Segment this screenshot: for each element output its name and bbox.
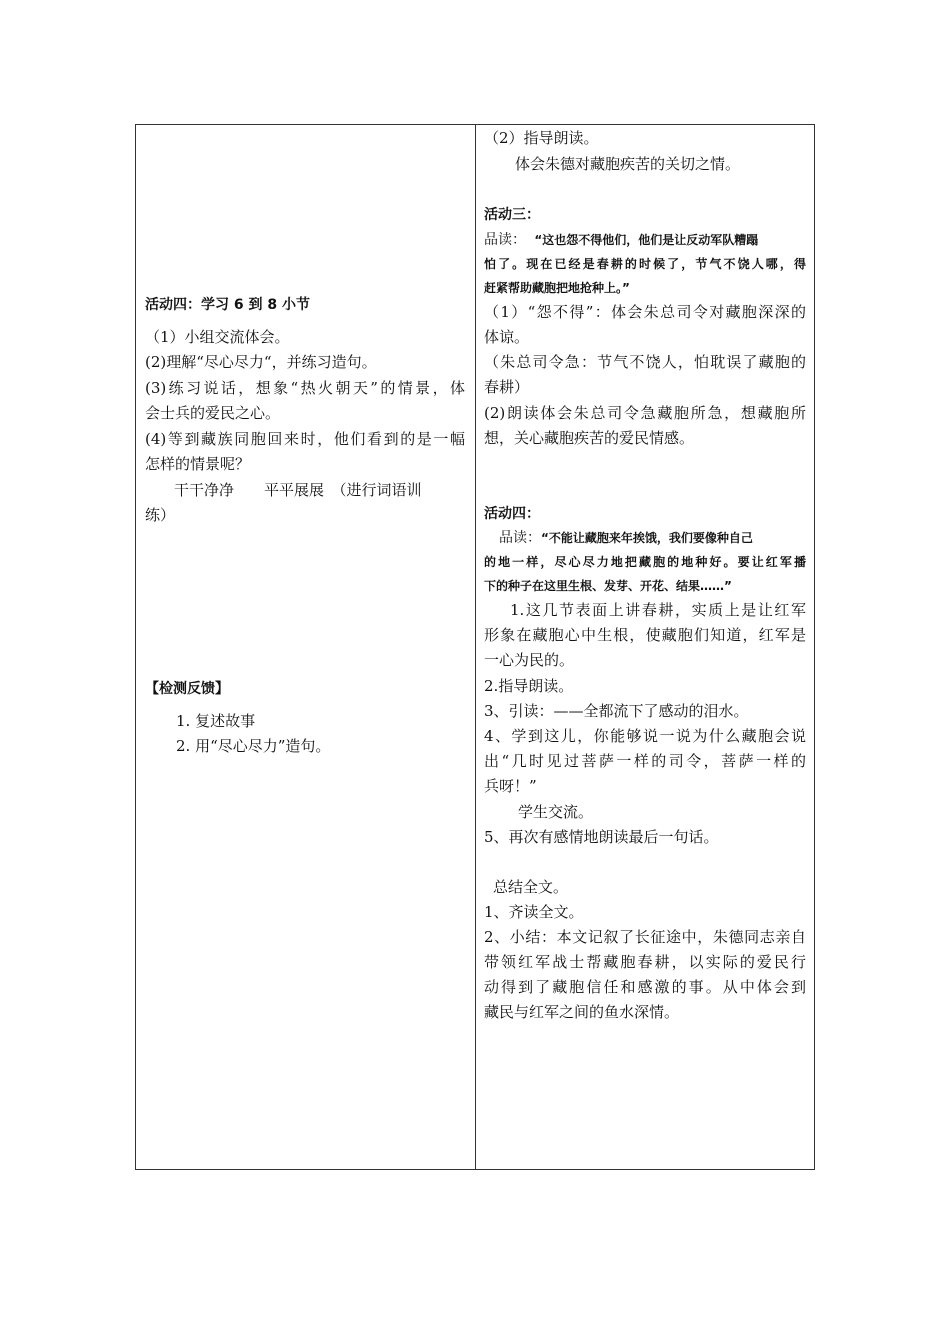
left-line: 练） [145,506,176,524]
right-top-line: 体会朱德对藏胞疾苦的关切之情。 [515,155,741,173]
activity4-line: 1.这几节表面上讲春耕，实质上是让红军 [510,601,806,619]
activity4-line: 5、再次有感情地朗读最后一句话。 [484,828,719,846]
summary-line: 动得到了藏胞信任和感激的事。从中体会到 [484,978,806,996]
activity3-read-lead: 品读： [484,232,526,248]
activity3-quote-start: “这也怨不得他们，他们是让反动军队糟蹋 [534,233,759,247]
activity3-quote-line: 赶紧帮助藏胞把地抢种上。” [484,281,630,295]
activity4-quote-start: “不能让藏胞来年挨饿，我们要像种自己 [541,531,753,545]
activity4-line: 3、引读：——全都流下了感动的泪水。 [484,702,749,720]
activity3-quote-line: 怕了。现在已经是春耕的时候了，节气不饶人哪，得 [484,257,806,271]
summary-line: 藏民与红军之间的鱼水深情。 [484,1003,680,1021]
summary-line: 2、小结：本文记叙了长征途中，朱德同志亲自 [484,928,806,946]
activity4-line: 出“几时见过菩萨一样的司令，菩萨一样的 [484,752,806,770]
activity4-line: 一心为民的。 [484,651,575,669]
activity3-line: (2)朗读体会朱总司令急藏胞所急，想藏胞所 [484,404,806,422]
activity4-line: 4、学到这儿，你能够说一说为什么藏胞会说 [484,727,806,745]
left-line: 会士兵的爱民之心。 [145,404,281,422]
feedback-item: 2. 用“尽心尽力”造句。 [176,737,331,755]
activity4-line: 学生交流。 [518,803,594,821]
activity4-line: 形象在藏胞心中生根，使藏胞们知道，红军是 [484,626,806,644]
activity3-line: 想，关心藏胞疾苦的爱民情感。 [484,429,695,447]
left-line: (2)理解“尽心尽力“，并练习造句。 [145,353,377,371]
activity4-line: 2.指导朗读。 [484,677,574,695]
feedback-item: 1. 复述故事 [176,712,256,730]
left-line: 怎样的情景呢？ [145,455,251,473]
left-line: （1）小组交流体会。 [145,328,290,346]
activity3-title: 活动三： [484,207,540,223]
activity4-quote-line [499,526,806,550]
summary-title: 总结全文。 [493,878,569,896]
left-activity4-title: 活动四：学习 6 到 8 小节 [145,297,310,313]
left-line: (3)练习说话，想象“热火朝天”的情景，体 [145,379,465,397]
activity4-line: 兵呀！” [484,777,537,795]
activity4-read-lead: 品读： [499,530,541,546]
activity4-quote-line: 下的种子在这里生根、发芽、开花、结果……” [484,579,732,593]
column-divider [475,125,476,1169]
activity3-line: （1）“怨不得”：体会朱总司令对藏胞深深的 [484,303,806,321]
summary-line: 1、齐读全文。 [484,903,584,921]
right-top-line: （2）指导朗读。 [484,129,599,147]
activity3-quote-line [484,228,806,252]
activity3-line: 春耕） [484,378,530,396]
lesson-table [135,124,815,1170]
activity3-line: （朱总司令急：节气不饶人，怕耽误了藏胞的 [484,353,806,371]
left-line: (4)等到藏族同胞回来时，他们看到的是一幅 [145,430,465,448]
left-line: 干干净净 平平展展 （进行词语训 [174,481,422,499]
activity4-quote-line: 的地一样，尽心尽力地把藏胞的地种好。要让红军播 [484,555,806,569]
summary-line: 带领红军战士帮藏胞春耕，以实际的爱民行 [484,953,806,971]
feedback-title: 【检测反馈】 [145,681,229,697]
activity4-title: 活动四： [484,506,540,522]
activity3-line: 体谅。 [484,328,530,346]
